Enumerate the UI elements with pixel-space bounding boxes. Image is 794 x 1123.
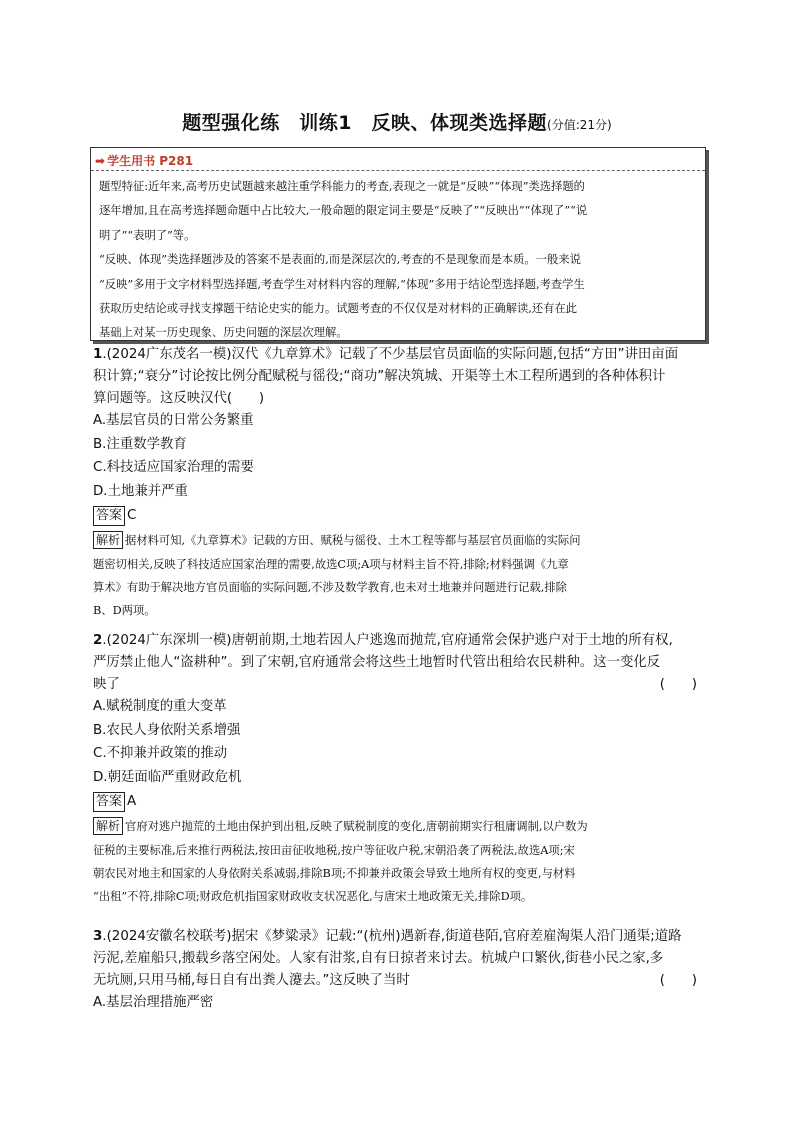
explain-label: 解析 — [93, 531, 123, 549]
option-a: A.赋税制度的重大变革 — [93, 699, 227, 715]
question-number: 3 — [93, 929, 103, 944]
question-stem-line: 1.(2024广东茂名一模)汉代《九章算术》记载了不少基层官员面临的实际问题,包括“方田”讲田亩面 — [93, 347, 679, 362]
title-text: 题型强化练 训练1 反映、体现类选择题 — [182, 112, 548, 134]
question-number: 2 — [93, 633, 103, 648]
intro-text — [99, 175, 697, 346]
book-ref-text: 学生用书 P281 — [107, 154, 194, 168]
question-stem-line: 3.(2024安徽名校联考)据宋《梦粱录》记载:“(杭州)遇新春,街道巷陌,官府差雇淘渠人沿门通渠;道路 — [93, 929, 682, 944]
question-stem-line: 算问题等。这反映汉代( ) — [93, 390, 265, 406]
option-d: D.土地兼并严重 — [93, 483, 188, 499]
answer-label: 答案 — [93, 792, 125, 812]
answer-label: 答案 — [93, 506, 125, 526]
intro-box — [90, 147, 706, 341]
option-a: A.基层治理措施严密 — [93, 995, 214, 1011]
question-1 — [93, 344, 705, 623]
question-3 — [93, 926, 705, 1015]
intro-line: “反映、体现”类选择题涉及的答案不是表面的,而是深层次的,考查的不是现象而是本质。一般来说 — [99, 253, 581, 267]
question-stem-line: 严厉禁止他人“盗耕种”。到了宋朝,官府通常会将这些土地暂时代管出租给农民耕种。这一变化反 — [93, 654, 661, 670]
book-ref — [95, 152, 193, 169]
intro-line: 获取历史结论或寻找支撑题干结论史实的能力。试题考查的不仅仅是对材料的正确解读,还有在此 — [99, 302, 578, 316]
option-b: B.注重数学教育 — [93, 436, 187, 452]
answer-row — [93, 505, 705, 527]
answer-blank: ( ) — [659, 972, 697, 988]
option-d: D.朝廷面临严重财政危机 — [93, 769, 242, 785]
question-stem-line: 2.(2024广东深圳一模)唐朝前期,土地若因人户逃逸而抛荒,官府通常会保护逃户对于土地的所有权, — [93, 633, 673, 648]
intro-line: 题型特征:近年来,高考历史试题越来越注重学科能力的考查,表现之一就是“反映”“体现”类选择题的 — [99, 180, 585, 193]
question-stem-line: 积计算;“衰分”讨论按比例分配赋税与徭役;“商功”解决筑城、开渠等土木工程所遇到的各种体积计 — [93, 368, 666, 384]
question-2 — [93, 630, 705, 909]
question-number: 1 — [93, 347, 103, 362]
score-text: (分值:21分) — [547, 118, 612, 132]
intro-line: “反映”多用于文字材料型选择题,考查学生对材料内容的理解,“体现”多用于结论型选择题,考查学生 — [99, 277, 585, 291]
answer-blank: ( ) — [659, 676, 697, 692]
answer-row — [93, 791, 705, 813]
intro-line: 基础上对某一历史现象、历史问题的深层次理解。 — [99, 326, 348, 340]
intro-line: 明了”“表明了”等。 — [99, 228, 196, 242]
explanation: 解析 官府对逃户抛荒的土地由保护到出租,反映了赋税制度的变化,唐朝前期实行租庸调制,以户数为 征税的主要标准,后来推行两税法,按田亩征收地税,按户等征收户税,宋朝沿袭了两税法,故选A项;宋 朝农民对地主和国家的人身依附关系减弱,排除B项;不抑兼并政策会导致土地所有权的变更,与材料 “出租”不符,排除C项;财政危机指国家财政收支状况恶化,与唐宋土地政策无关,排除D项。 — [93, 819, 588, 904]
option-c: C.不抑兼并政策的推动 — [93, 746, 228, 762]
intro-line: 逐年增加,且在高考选择题命题中占比较大,一般命题的限定词主要是“反映了”“反映出”“体现了”“说 — [99, 204, 588, 218]
option-a: A.基层官员的日常公务繁重 — [93, 413, 254, 429]
explanation: 解析 据材料可知,《九章算术》记载的方田、赋税与徭役、土木工程等都与基层官员面临的实际问 题密切相关,反映了科技适应国家治理的需要,故选C项;A项与材料主旨不符,排除;材料强调《九章 算术》有助于解决地方官员面临的实际问题,不涉及数学教育,也未对土地兼并问题进行记载,排除 B、D两项。 — [93, 533, 581, 618]
question-stem-line: 映了 ( ) — [93, 674, 705, 696]
answer-value: A — [127, 794, 137, 810]
arrow-icon: ➡ — [95, 154, 106, 168]
option-b: B.农民人身依附关系增强 — [93, 722, 241, 738]
explain-label: 解析 — [93, 817, 123, 835]
question-stem-line: 无坑厕,只用马桶,每日自有出粪人瀽去。”这反映了当时 ( ) — [93, 970, 705, 992]
page-title — [0, 108, 794, 135]
question-stem-line: 污泥,差雇船只,搬载乡落空闲处。人家有泔浆,自有日掠者来讨去。杭城户口繁伙,街巷小民之家,多 — [93, 950, 664, 966]
option-c: C.科技适应国家治理的需要 — [93, 460, 254, 476]
answer-value: C — [127, 508, 137, 524]
divider — [91, 170, 705, 171]
